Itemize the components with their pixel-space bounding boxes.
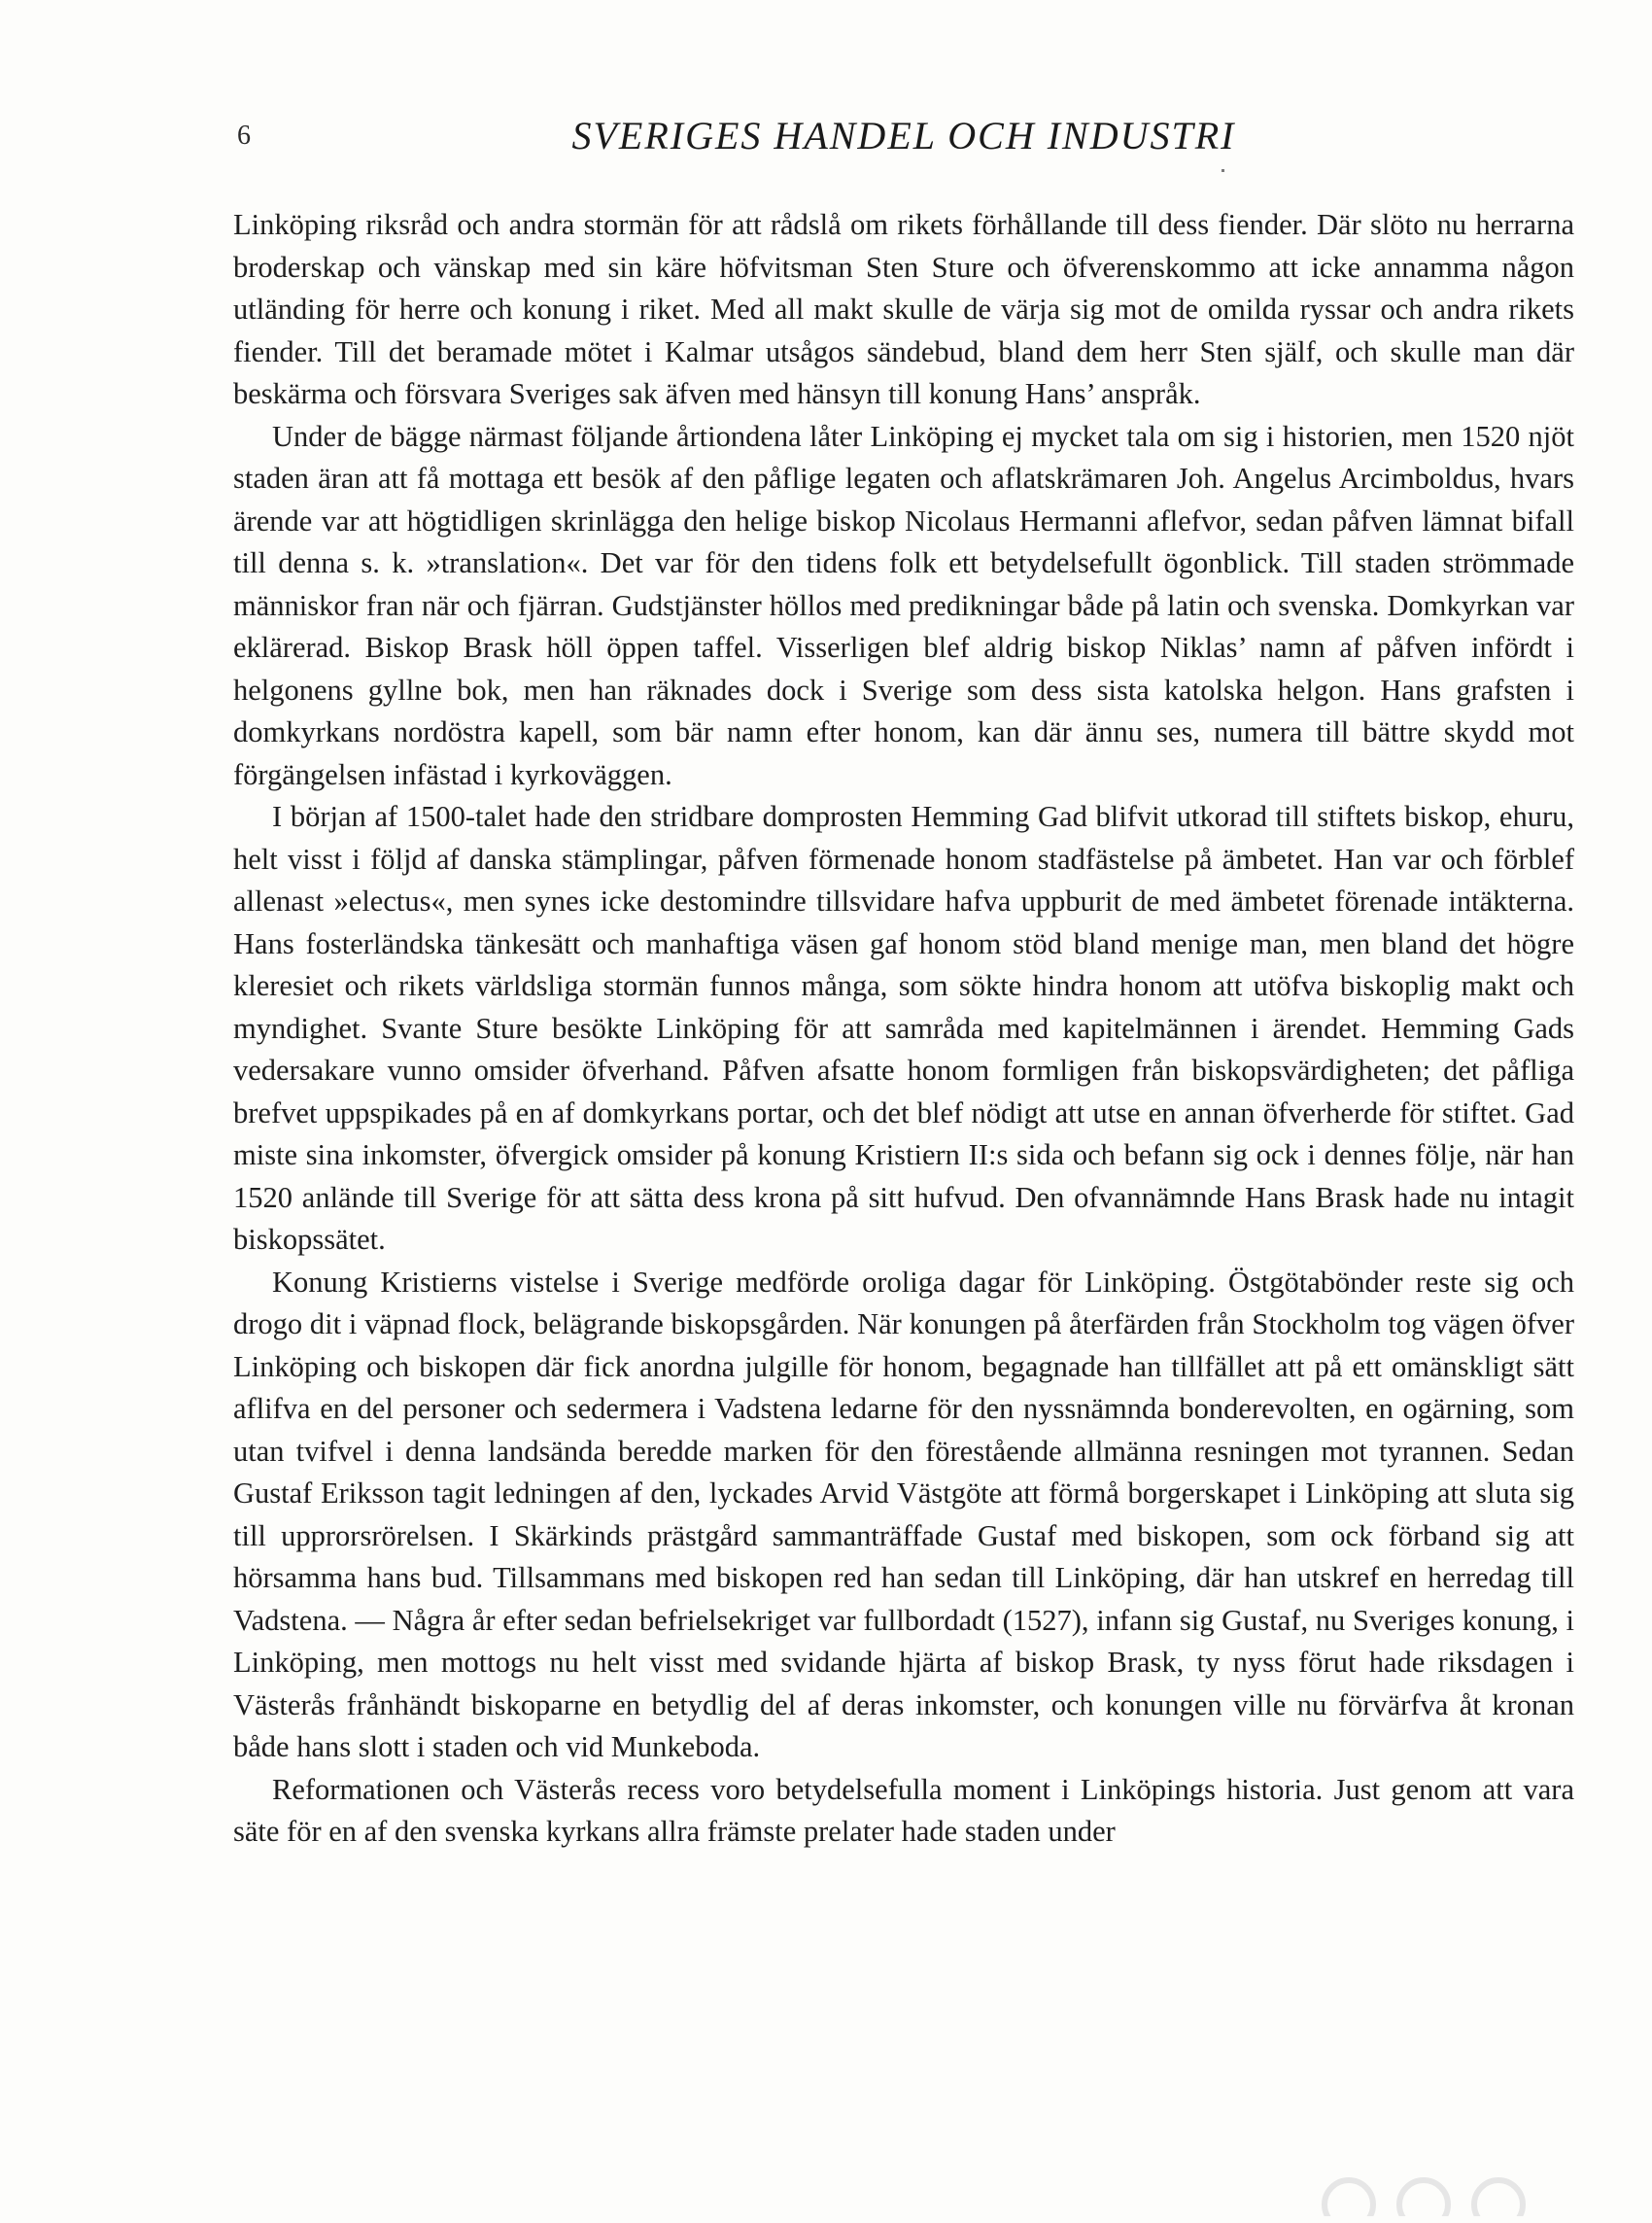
page-number: 6 xyxy=(237,121,251,151)
bleed-through-mark xyxy=(1322,2177,1613,2216)
paragraph-continued: Linköping riksråd och andra stormän för att rådslå om rikets förhållande till dess fiender. Där slöto nu herrarna broderskap och vänskap med sin käre höfvitsman Sten Sture och öfverenskommo att icke annamma någon utländing för herre och konung i riket. Med all makt skulle de värja sig mot de omilda ryssar och andra rikets fiender. Till det beramade mötet i Kalmar utsågos sändebud, bland dem herr Sten själf, och skulle man där beskärma och försvara Sveriges sak äfven med hänsyn till konung Hans’ anspråk. xyxy=(233,208,1574,410)
print-speck xyxy=(1222,169,1224,172)
bleed-through-glyph xyxy=(1396,2177,1451,2216)
running-header xyxy=(233,113,1574,171)
paragraph: Reformationen och Västerås recess voro betydelsefulla moment i Linköpings historia. Just genom att vara säte för en af den svenska kyrkans allra främste prelater hade staden under xyxy=(233,1772,1574,1848)
body-text xyxy=(233,204,1574,1854)
paragraph: Under de bägge närmast följande årtiondena låter Linköping ej mycket tala om sig i historien, men 1520 njöt staden äran att få mottaga ett besök af den påflige legaten och aflatskrämaren Joh. Angelus Arcimboldus, hvars ärende var att högtidligen skrinlägga den helige biskop Nicolaus Hermanni aflefvor, sedan påfven lämnat bifall till denna s. k. »translation«. Det var för den tidens folk ett betydelsefullt ögonblick. Till staden strömmade människor fran när och fjärran. Gudstjänster höllos med predikningar både på latin och svenska. Domkyrkan var eklärerad. Biskop Brask höll öppen taffel. Visserligen blef aldrig biskop Niklas’ namn af påfven infördt i helgonens gyllne bok, men han räknades dock i Sverige som dess sista katolska helgon. Hans grafsten i domkyrkans nordöstra kapell, som bär namn efter honom, kan där ännu ses, numera till bättre skydd mot förgängelsen infästad i kyrkoväggen. xyxy=(233,419,1574,791)
running-title: SVERIGES HANDEL OCH INDUSTRI xyxy=(571,114,1236,157)
bleed-through-glyph xyxy=(1471,2177,1526,2216)
paragraph: Konung Kristierns vistelse i Sverige medförde oroliga dagar för Linköping. Östgötabönder reste sig och drogo dit i väpnad flock, belägrande biskopsgården. När konungen på återfärden från Stockholm tog vägen öfver Linköping och biskopen där fick anordna julgille för honom, begagnade han tillfället att på ett omänskligt sätt aflifva en del personer och sedermera i Vadstena ledarne för den nyssnämnda bonderevolten, en ogärning, som utan tvifvel i denna landsända beredde marken för den förestående allmänna resningen mot tyrannen. Sedan Gustaf Eriksson tagit ledningen af den, lyckades Arvid Västgöte att förmå borgerskapet i Linköping att sluta sig till upprorsrörelsen. I Skärkinds prästgård sammanträffade Gustaf med biskopen, som ock förband sig att hörsamma hans bud. Tillsammans med biskopen red han sedan till Linköping, där han utskref en herredag till Vadstena. — Några år efter sedan befrielsekriget var fullbordadt (1527), infann sig Gustaf, nu Sveriges konung, i Linköping, men mottogs nu helt visst med svidande hjärta af biskop Brask, ty nyss förut hade riksdagen i Västerås frånhändt biskoparne en betydlig del af deras inkomster, och konungen ville nu förvärfva åt kronan både hans slott i staden och vid Munkeboda. xyxy=(233,1265,1574,1763)
bleed-through-glyph xyxy=(1322,2177,1376,2216)
paragraph: I början af 1500-talet hade den stridbare domprosten Hemming Gad blifvit utkorad till stiftets biskop, ehuru, helt visst i följd af danska stämplingar, påfven förmenade honom stadfästelse på ämbetet. Han var och förblef allenast »electus«, men synes icke destomindre tillsvidare hafva uppburit de med ämbetet förenade intäkterna. Hans fosterländska tänkesätt och manhaftiga väsen gaf honom stöd bland menige man, men bland det högre kleresiet och rikets världsliga stormän funnos många, som sökte hindra honom att utöfva biskoplig makt och myndighet. Svante Sture besökte Linköping för att samråda med kapitelmännen i ärendet. Hemming Gads vedersakare vunno omsider öfverhand. Påfven afsatte honom formligen från biskopsvärdigheten; det påfliga brefvet uppspikades på en af domkyrkans portar, och det blef nödigt att utse en annan öfverherde för stiftet. Gad miste sina inkomster, öfvergick omsider på konung Kristiern II:s sida och befann sig ock i dennes följe, när han 1520 anlände till Sverige för att sätta dess krona på sitt hufvud. Den ofvannämnde Hans Brask hade nu intagit biskopssätet. xyxy=(233,800,1574,1256)
